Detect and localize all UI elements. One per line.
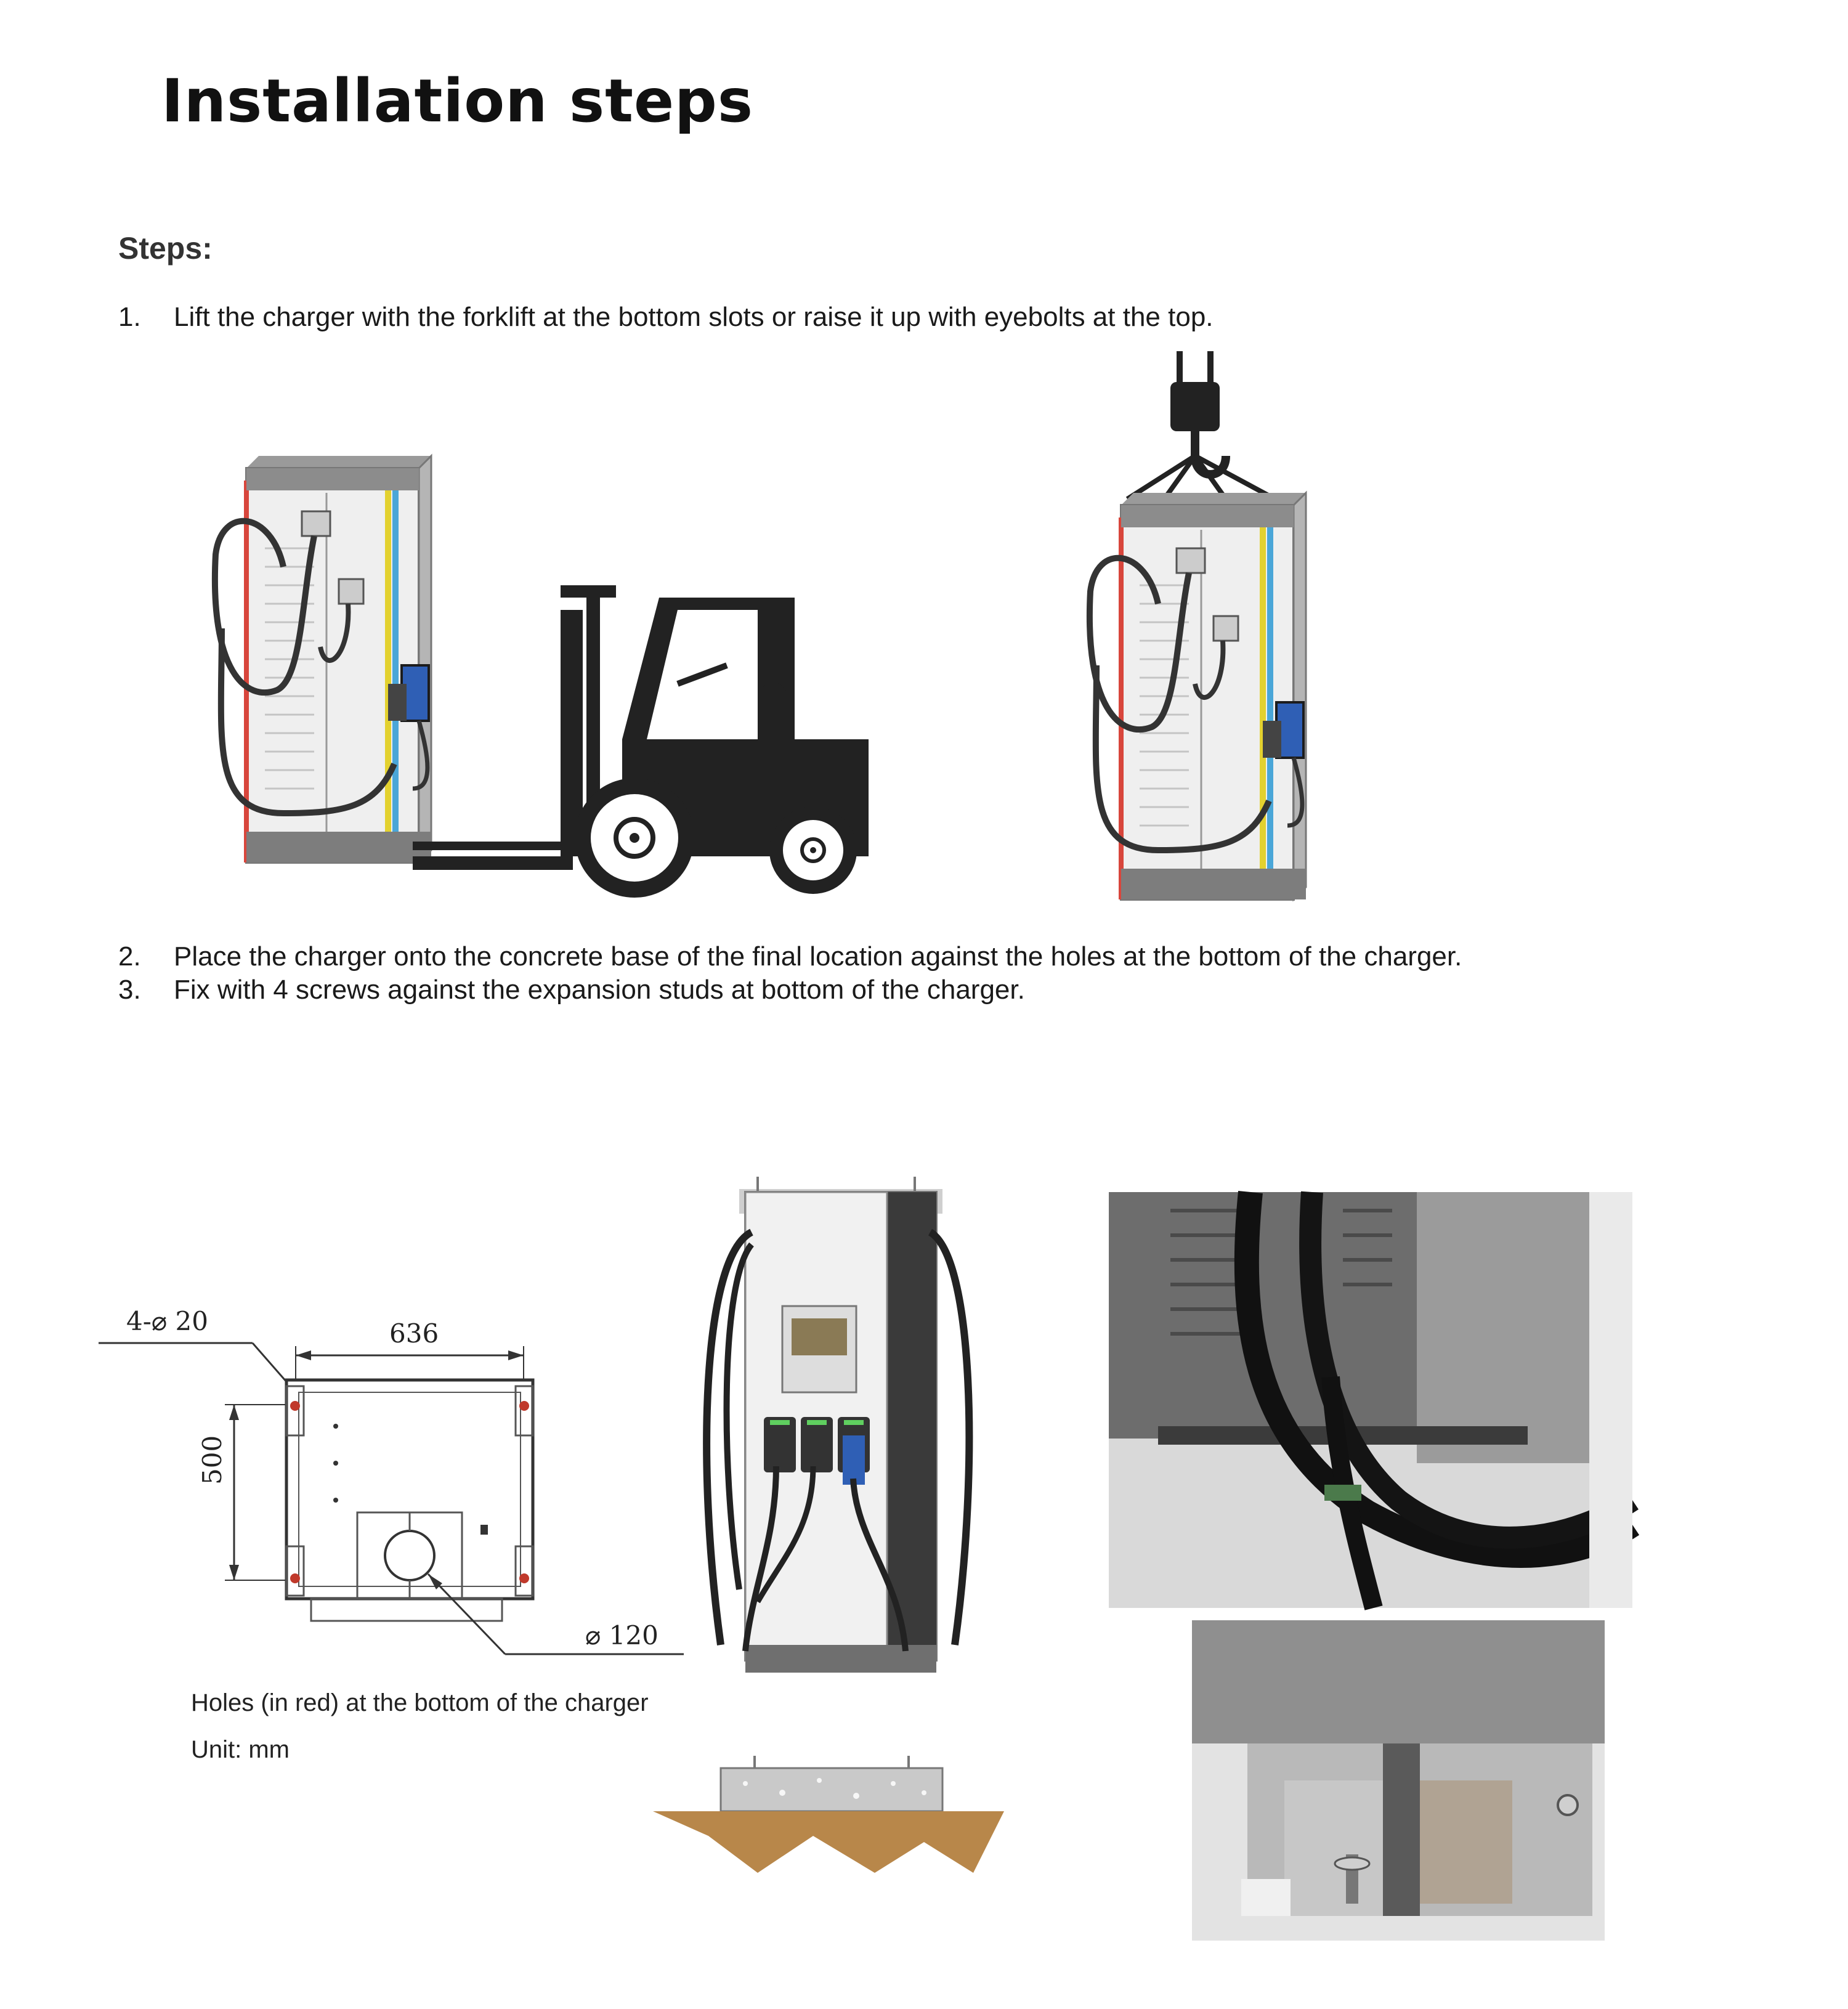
step-item xyxy=(118,302,1214,333)
step-item xyxy=(118,941,1462,972)
center-hole-dimension-label: ⌀ 120 xyxy=(585,1620,659,1650)
step-number: 1. xyxy=(118,302,141,332)
unit-caption: Unit: mm xyxy=(191,1736,290,1763)
bottom-dimension-drawing xyxy=(99,1294,690,1676)
crane-hook-icon xyxy=(1127,351,1275,505)
drawing-caption: Holes (in red) at the bottom of the charger xyxy=(191,1689,649,1716)
page-title: Installation steps xyxy=(161,67,753,136)
step-text: Place the charger onto the concrete base of the final location against the holes at the bottom of the charger. xyxy=(174,941,1462,972)
step-text: Lift the charger with the forklift at the bottom slots or raise it up with eyebolts at the top. xyxy=(174,302,1214,332)
bottom-photo-stud xyxy=(1192,1620,1605,1941)
steps-heading: Steps: xyxy=(118,231,213,266)
concrete-base-illustration xyxy=(653,1756,1004,1879)
depth-dimension-label: 500 xyxy=(197,1435,227,1485)
step-number: 3. xyxy=(118,975,141,1005)
step-text: Fix with 4 screws against the expansion studs at bottom of the charger. xyxy=(174,975,1025,1005)
charger-front-illustration xyxy=(684,1158,992,1700)
holes-dimension-label: 4-⌀ 20 xyxy=(126,1306,208,1336)
step-item xyxy=(118,975,1025,1005)
step-number: 2. xyxy=(118,941,141,972)
charger-illustration xyxy=(1084,487,1343,918)
forklift-icon xyxy=(413,585,869,887)
width-dimension-label: 636 xyxy=(389,1318,439,1349)
bottom-photo-cables xyxy=(1109,1192,1632,1608)
